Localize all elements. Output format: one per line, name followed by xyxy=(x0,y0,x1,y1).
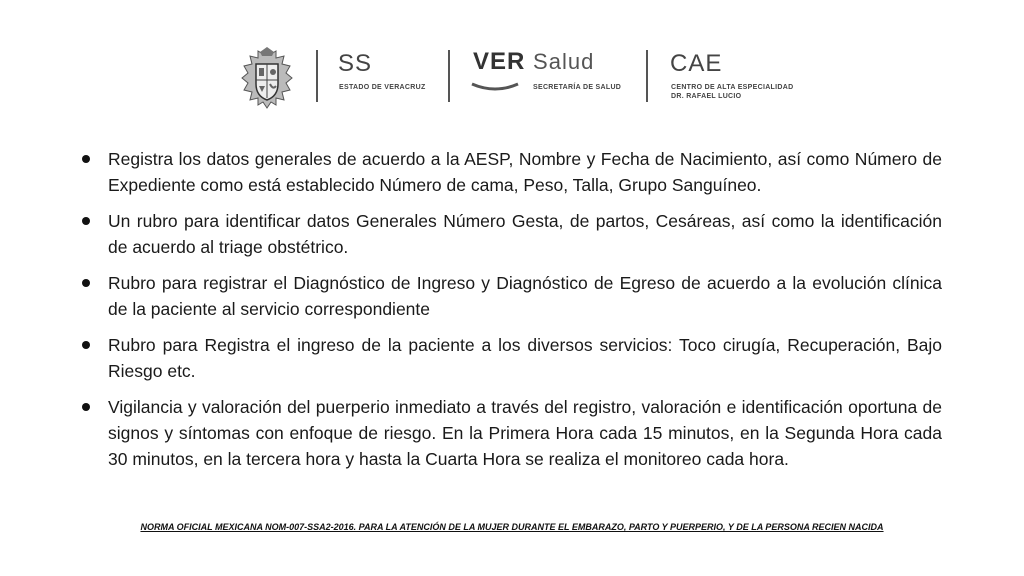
ver-salud-logo xyxy=(473,48,594,76)
logo-divider xyxy=(646,50,648,102)
bullet-list xyxy=(80,146,942,472)
footer-norma: NORMA OFICIAL MEXICANA NOM-007-SSA2-2016. PARA LA ATENCIÓN DE LA MUJER DURANTE EL EMBARAZO, PARTO Y PUERPERIO, Y DE LA PERSONA RECIEN NACIDA xyxy=(140,522,884,532)
bullet-icon xyxy=(82,403,90,411)
bullet-icon xyxy=(82,155,90,163)
bullet-item xyxy=(80,332,942,384)
bullet-icon xyxy=(82,279,90,287)
bullet-text: Rubro para Registra el ingreso de la paciente a los diversos servicios: Toco cirugía, Recuperación, Bajo Riesgo etc. xyxy=(108,335,942,381)
ver-smile-icon xyxy=(470,82,520,92)
bullet-text: Vigilancia y valoración del puerperio inmediato a través del registro, valoración e identificación oportuna de signos y síntomas con enfoque de riesgo. En la Primera Hora cada 15 minutos, en la Segunda Hora cada 30 minutos, en la tercera hora y hasta la Cuarta Hora se realiza el monitoreo cada hora. xyxy=(108,397,942,469)
bullet-icon xyxy=(82,217,90,225)
cae-logo-text: CAE xyxy=(670,50,723,77)
ver-salud-subtitle: SECRETARÍA DE SALUD xyxy=(533,84,622,91)
bullet-icon xyxy=(82,341,90,349)
bullet-item xyxy=(80,208,942,260)
logo-divider xyxy=(448,50,450,102)
ss-logo-text: SS xyxy=(338,50,373,77)
logo-divider xyxy=(316,50,318,102)
bullet-content xyxy=(80,146,942,482)
bullet-item xyxy=(80,394,942,472)
bullet-text: Rubro para registrar el Diagnóstico de Ingreso y Diagnóstico de Egreso de acuerdo a la evolución clínica de la paciente al servicio correspondiente xyxy=(108,273,942,319)
bullet-text: Un rubro para identificar datos Generales Número Gesta, de partos, Cesáreas, así como la identificación de acuerdo al triage obstétrico. xyxy=(108,211,942,257)
ver-logo-text: VER xyxy=(473,48,526,75)
veracruz-coat-of-arms-icon xyxy=(238,46,296,110)
header-logos xyxy=(238,40,808,110)
bullet-item xyxy=(80,270,942,322)
cae-logo-line2: DR. RAFAEL LUCIO xyxy=(671,93,742,100)
ss-logo-subtitle: ESTADO DE VERACRUZ xyxy=(339,84,426,91)
cae-logo-line1: CENTRO DE ALTA ESPECIALIDAD xyxy=(671,84,794,91)
salud-logo-text: Salud xyxy=(533,49,595,74)
bullet-text: Registra los datos generales de acuerdo a la AESP, Nombre y Fecha de Nacimiento, así como Número de Expediente como está establecido Número de cama, Peso, Talla, Grupo Sanguíneo. xyxy=(108,149,942,195)
bullet-item xyxy=(80,146,942,198)
